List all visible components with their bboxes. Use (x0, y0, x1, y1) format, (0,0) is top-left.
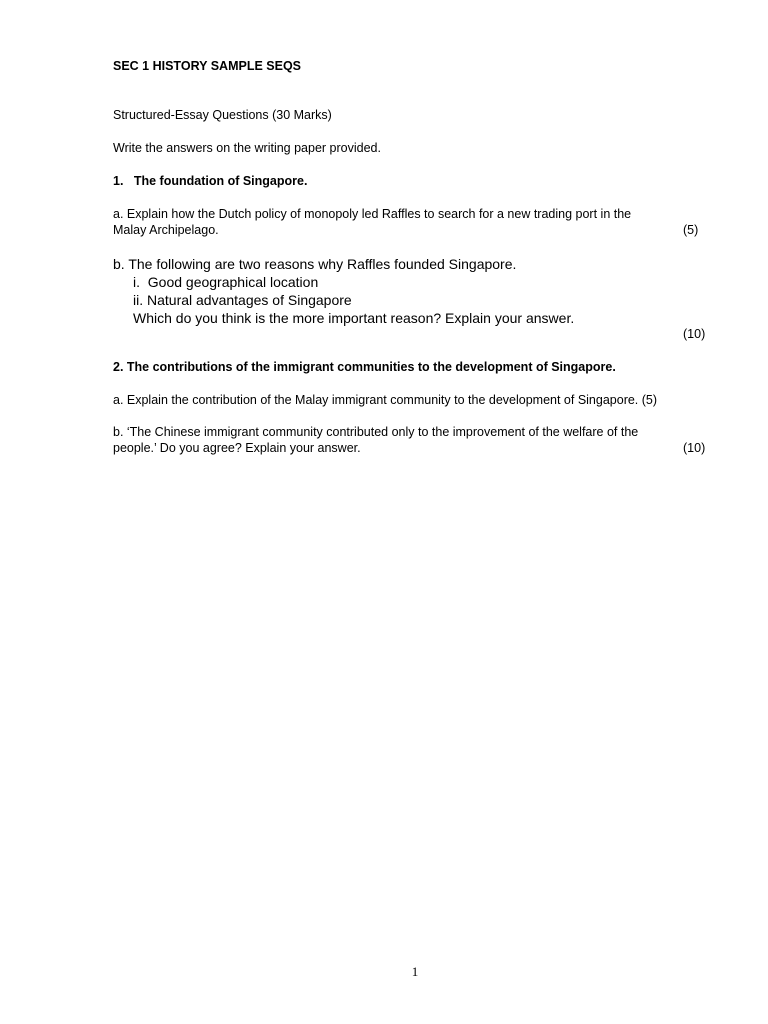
question-1b-marks: (10) (683, 327, 706, 341)
question-1a-line-1: a. Explain how the Dutch policy of monopoly led Raffles to search for a new trading port in the (113, 207, 632, 221)
question-2b-line-2: people.’ Do you agree? Explain your answer. (113, 441, 361, 455)
document-instruction: Write the answers on the writing paper provided. (113, 141, 381, 155)
question-1a-line-2: Malay Archipelago. (113, 223, 219, 237)
question-1b-question: Which do you think is the more important reason? Explain your answer. (133, 310, 575, 326)
page-number: 1 (411, 964, 419, 979)
document-subtitle: Structured-Essay Questions (30 Marks) (113, 108, 332, 122)
question-1b-item-1: i. Good geographical location (133, 274, 319, 290)
question-1b-line-1: b. The following are two reasons why Raffles founded Singapore. (113, 256, 517, 272)
document-title: SEC 1 HISTORY SAMPLE SEQS (113, 59, 302, 73)
question-2b-marks: (10) (683, 441, 706, 455)
question-1-heading: 1. The foundation of Singapore. (113, 174, 308, 188)
question-1a-marks: (5) (683, 223, 699, 237)
question-2b-line-1: b. ‘The Chinese immigrant community contributed only to the improvement of the welfare of the (113, 425, 639, 439)
question-2-heading: 2. The contributions of the immigrant communities to the development of Singapore. (113, 360, 616, 374)
question-1b-item-2: ii. Natural advantages of Singapore (133, 292, 352, 308)
question-2a-line-1: a. Explain the contribution of the Malay immigrant community to the development of Singapore. (5) (113, 393, 658, 407)
